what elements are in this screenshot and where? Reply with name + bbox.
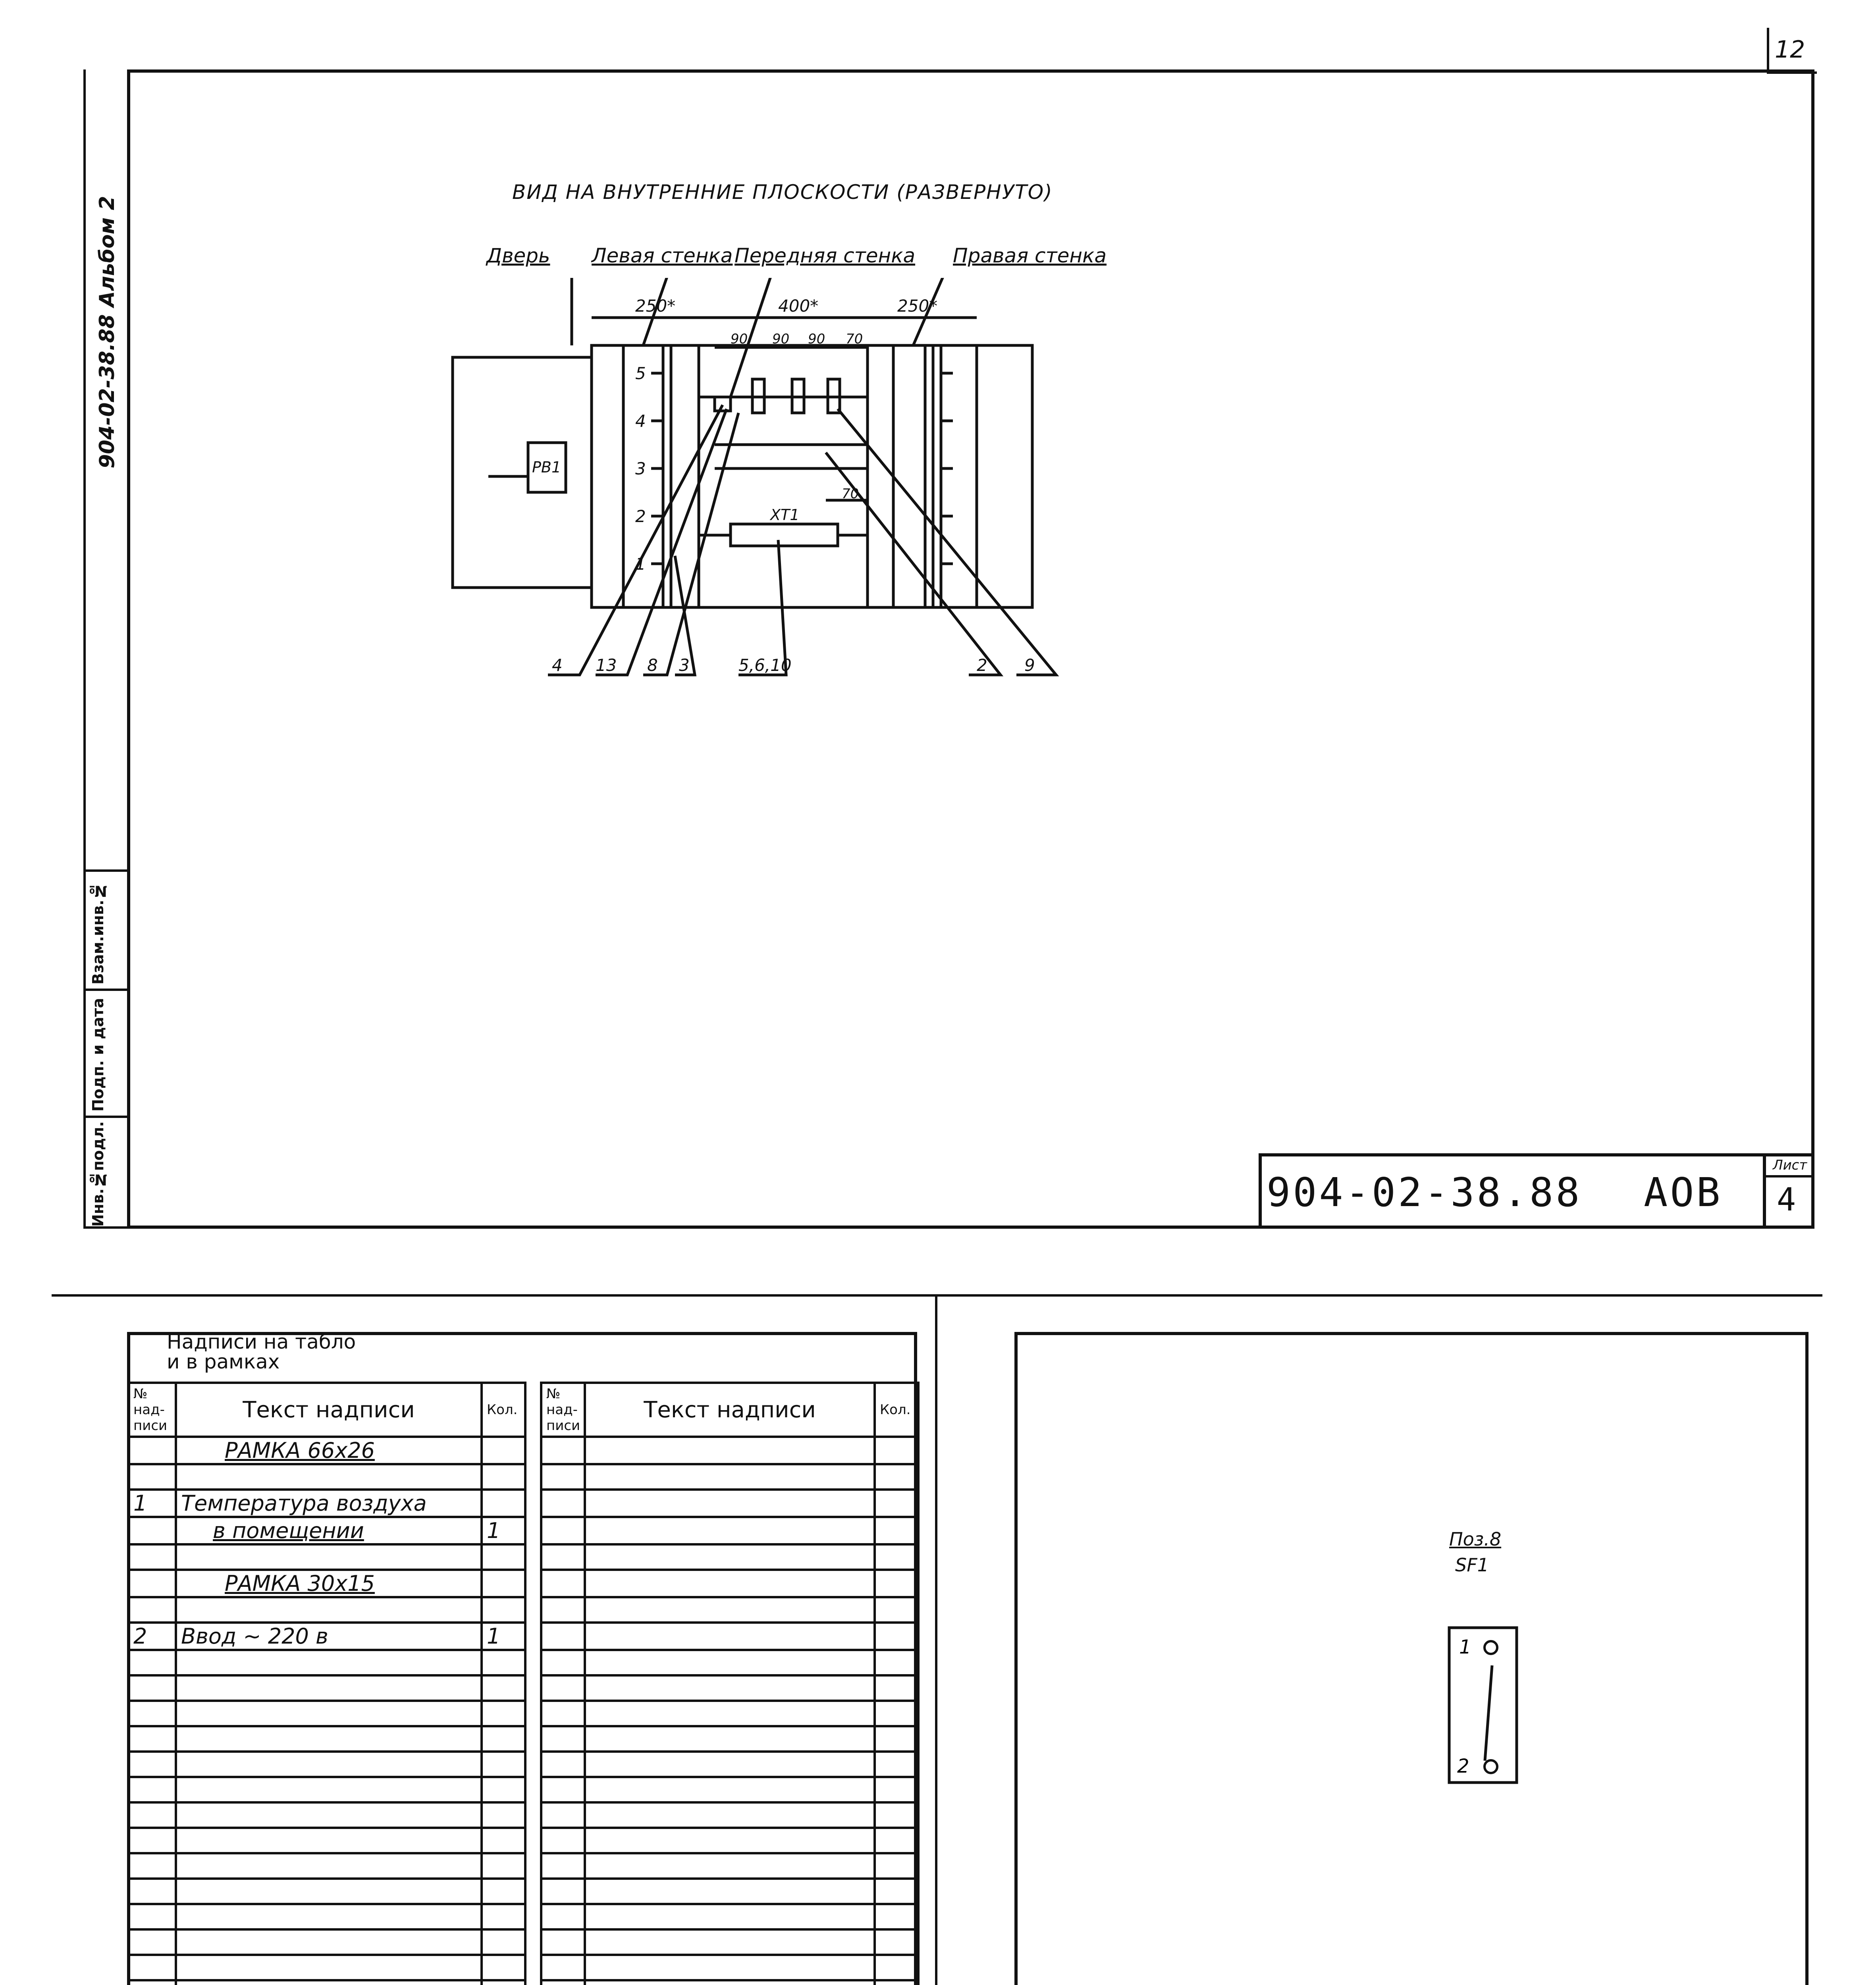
table-cell-no2 xyxy=(541,1929,585,1955)
table-cell-text2 xyxy=(585,1828,875,1853)
page-number-box xyxy=(1767,28,1817,74)
table-cell-no xyxy=(128,1777,176,1802)
terminal-2: 2 xyxy=(1457,1755,1469,1777)
table-cell-gap xyxy=(525,1802,541,1828)
table-cell-no2 xyxy=(541,1879,585,1904)
side-stamp-repl: Взам.инв.№ xyxy=(89,882,107,985)
table-cell-gap xyxy=(525,1853,541,1879)
scale-2: 2 xyxy=(635,507,646,526)
sheet-label: Лист xyxy=(1773,1157,1807,1173)
table-cell-text xyxy=(176,1904,482,1929)
table-cell-gap xyxy=(525,1726,541,1752)
table-cell-no2 xyxy=(541,1517,585,1544)
dim-90-b: 90 xyxy=(772,331,790,347)
table-cell-no xyxy=(128,1650,176,1675)
table-row xyxy=(128,1464,918,1490)
table-cell-text2 xyxy=(585,1777,875,1802)
label-door: Дверь xyxy=(486,244,550,267)
table-cell-text xyxy=(176,1544,482,1570)
table-cell-no xyxy=(128,1752,176,1777)
table-cell-text2 xyxy=(585,1802,875,1828)
table-cell-text xyxy=(176,1980,482,1985)
table-cell-no2 xyxy=(541,1777,585,1802)
table-cell-text2 xyxy=(585,1490,875,1517)
table-cell-qty2 xyxy=(875,1464,918,1490)
table-cell-text xyxy=(176,1879,482,1904)
table-cell-qty2 xyxy=(875,1955,918,1980)
table-cell-qty xyxy=(482,1853,525,1879)
leader-8: 8 xyxy=(647,655,658,675)
table-row xyxy=(128,1517,918,1544)
table-cell-text2 xyxy=(585,1879,875,1904)
table-cell-text: РАМКА 30х15 xyxy=(176,1570,482,1597)
table-cell-qty: 1 xyxy=(482,1517,525,1544)
table-cell-gap xyxy=(525,1701,541,1726)
sheet-label-line xyxy=(1763,1175,1814,1178)
table-cell-qty2 xyxy=(875,1980,918,1985)
table-row xyxy=(128,1437,918,1464)
table-cell-text xyxy=(176,1675,482,1701)
table-cell-no2 xyxy=(541,1980,585,1985)
drawing-title: ВИД НА ВНУТРЕННИЕ ПЛОСКОСТИ (РАЗВЕРНУТО) xyxy=(512,181,1053,204)
table-cell-text2 xyxy=(585,1853,875,1879)
dim-70-b: 70 xyxy=(842,486,859,502)
table-cell-no2 xyxy=(541,1597,585,1623)
table-cell-gap xyxy=(525,1650,541,1675)
position-label: Поз.8 xyxy=(1449,1528,1502,1550)
leader-3: 3 xyxy=(679,655,690,675)
table-cell-text2 xyxy=(585,1701,875,1726)
side-stamp-inv: Инв.№подл. xyxy=(89,1121,107,1227)
table-row xyxy=(128,1802,918,1828)
table-row xyxy=(128,1675,918,1701)
table-cell-gap xyxy=(525,1980,541,1985)
table-cell-text xyxy=(176,1929,482,1955)
table-cell-text: в помещении xyxy=(176,1517,482,1544)
table-row xyxy=(128,1777,918,1802)
scale-4: 4 xyxy=(635,411,646,431)
table-cell-qty2 xyxy=(875,1828,918,1853)
sheet-6-frame xyxy=(1014,1332,1809,1985)
table-cell-no xyxy=(128,1701,176,1726)
table-cell-no: 2 xyxy=(128,1623,176,1650)
table-cell-no2 xyxy=(541,1464,585,1490)
table-row xyxy=(128,1623,918,1650)
table-cell-text xyxy=(176,1650,482,1675)
table-cell-no2 xyxy=(541,1437,585,1464)
table-row xyxy=(128,1879,918,1904)
table-cell-text2 xyxy=(585,1544,875,1570)
scale-1: 1 xyxy=(635,554,646,574)
dim-90-a: 90 xyxy=(731,331,748,347)
table-cell-text xyxy=(176,1777,482,1802)
table-cell-text xyxy=(176,1701,482,1726)
header-no: № над-писи xyxy=(128,1383,176,1437)
header-text: Текст надписи xyxy=(176,1383,482,1437)
table-cell-qty2 xyxy=(875,1675,918,1701)
table-cell-gap xyxy=(525,1544,541,1570)
table-cell-text2 xyxy=(585,1675,875,1701)
table-cell-qty2 xyxy=(875,1490,918,1517)
table-cell-no2 xyxy=(541,1570,585,1597)
table-cell-qty xyxy=(482,1675,525,1701)
table-cell-qty2 xyxy=(875,1570,918,1597)
table-row xyxy=(128,1980,918,1985)
table-row xyxy=(128,1929,918,1955)
table-cell-gap xyxy=(525,1955,541,1980)
page-number: 12 xyxy=(1775,36,1805,64)
table-cell-no xyxy=(128,1437,176,1464)
table-cell-qty xyxy=(482,1570,525,1597)
table-cell-qty xyxy=(482,1726,525,1752)
table-cell-qty xyxy=(482,1490,525,1517)
leader-9: 9 xyxy=(1024,655,1035,675)
table-cell-gap xyxy=(525,1879,541,1904)
table-cell-text2 xyxy=(585,1929,875,1955)
side-stamp-sign: Подп. и дата xyxy=(89,998,107,1112)
table-cell-text xyxy=(176,1752,482,1777)
table-cell-qty xyxy=(482,1904,525,1929)
scale-5: 5 xyxy=(635,364,646,383)
table-cell-no2 xyxy=(541,1955,585,1980)
table-cell-no2 xyxy=(541,1828,585,1853)
table-cell-no xyxy=(128,1904,176,1929)
table-body xyxy=(128,1437,918,1985)
side-stamp-divider xyxy=(83,1116,129,1118)
table-cell-no xyxy=(128,1544,176,1570)
table-cell-no2 xyxy=(541,1802,585,1828)
table-cell-gap xyxy=(525,1752,541,1777)
dim-70-a: 70 xyxy=(846,331,863,347)
table-cell-qty2 xyxy=(875,1544,918,1570)
table-cell-gap xyxy=(525,1675,541,1701)
table-cell-text2 xyxy=(585,1464,875,1490)
leader-4: 4 xyxy=(552,655,563,675)
table-cell-text2 xyxy=(585,1437,875,1464)
table-cell-qty xyxy=(482,1544,525,1570)
table-cell-text2 xyxy=(585,1570,875,1597)
leader-13: 13 xyxy=(596,655,617,675)
table-cell-no2 xyxy=(541,1623,585,1650)
label-left-wall: Левая стенка xyxy=(592,244,733,267)
table-cell-qty xyxy=(482,1980,525,1985)
table-cell-no xyxy=(128,1853,176,1879)
title-block-code: 904-02-38.88 xyxy=(1267,1169,1582,1216)
table-cell-no xyxy=(128,1517,176,1544)
table-cell-text: РАМКА 66х26 xyxy=(176,1437,482,1464)
table-cell-gap xyxy=(525,1929,541,1955)
table-cell-qty xyxy=(482,1879,525,1904)
table-cell-text2 xyxy=(585,1980,875,1985)
table-cell-qty2 xyxy=(875,1623,918,1650)
table-cell-text2 xyxy=(585,1726,875,1752)
table-row xyxy=(128,1701,918,1726)
table-cell-text xyxy=(176,1597,482,1623)
label-right-wall: Правая стенка xyxy=(953,244,1107,267)
table-cell-qty2 xyxy=(875,1853,918,1879)
table-cell-text2 xyxy=(585,1650,875,1675)
side-stamp-divider xyxy=(83,989,129,991)
table-cell-no xyxy=(128,1675,176,1701)
table-cell-no2 xyxy=(541,1544,585,1570)
table-cell-text: Ввод ~ 220 в xyxy=(176,1623,482,1650)
table-cell-no2 xyxy=(541,1904,585,1929)
table-cell-text xyxy=(176,1955,482,1980)
table-cell-qty: 1 xyxy=(482,1623,525,1650)
table-row xyxy=(128,1752,918,1777)
terminal-1: 1 xyxy=(1459,1636,1471,1658)
table-row xyxy=(128,1904,918,1929)
table-cell-gap xyxy=(525,1904,541,1929)
table-cell-qty2 xyxy=(875,1752,918,1777)
table-cell-no2 xyxy=(541,1650,585,1675)
table-cell-qty2 xyxy=(875,1517,918,1544)
table-cell-no xyxy=(128,1929,176,1955)
table-cell-no xyxy=(128,1879,176,1904)
cabinet-layout-drawing xyxy=(437,278,1112,715)
table-cell-no xyxy=(128,1464,176,1490)
sheet-number: 4 xyxy=(1777,1181,1796,1218)
table-cell-text2 xyxy=(585,1517,875,1544)
table-cell-qty2 xyxy=(875,1777,918,1802)
title-block-mark: АОВ xyxy=(1644,1169,1723,1216)
header-qty-2: Кол. xyxy=(875,1383,918,1437)
table-cell-gap xyxy=(525,1828,541,1853)
table-cell-gap xyxy=(525,1464,541,1490)
table-cell-text xyxy=(176,1464,482,1490)
title-block-sheet-divider xyxy=(1763,1153,1766,1229)
table-cell-qty xyxy=(482,1777,525,1802)
table-row xyxy=(128,1650,918,1675)
table-cell-qty2 xyxy=(875,1802,918,1828)
table-cell-gap xyxy=(525,1597,541,1623)
table-cell-qty2 xyxy=(875,1437,918,1464)
dim-left: 250* xyxy=(635,296,676,316)
table-row xyxy=(128,1726,918,1752)
table-cell-text2 xyxy=(585,1955,875,1980)
table-cell-no xyxy=(128,1570,176,1597)
table-cell-qty xyxy=(482,1650,525,1675)
table-cell-no2 xyxy=(541,1853,585,1879)
table-cell-qty xyxy=(482,1929,525,1955)
scale-3: 3 xyxy=(635,459,646,478)
label-front-wall: Передняя стенка xyxy=(735,244,916,267)
table-cell-no2 xyxy=(541,1726,585,1752)
table-row xyxy=(128,1828,918,1853)
dim-front: 400* xyxy=(778,296,819,316)
device-label: SF1 xyxy=(1455,1554,1489,1576)
table-cell-qty xyxy=(482,1437,525,1464)
table-cell-qty xyxy=(482,1955,525,1980)
table-cell-text2 xyxy=(585,1597,875,1623)
table-cell-gap xyxy=(525,1623,541,1650)
table-cell-no xyxy=(128,1802,176,1828)
component-rb1: РВ1 xyxy=(532,459,561,476)
table-cell-text2 xyxy=(585,1752,875,1777)
component-xt1: XT1 xyxy=(770,506,800,524)
table-row xyxy=(128,1597,918,1623)
table-cell-text: Температура воздуха xyxy=(176,1490,482,1517)
table-cell-gap xyxy=(525,1490,541,1517)
album-label: 904-02-38.88 Альбом 2 xyxy=(95,196,119,468)
table-cell-text2 xyxy=(585,1904,875,1929)
table-cell-text2 xyxy=(585,1623,875,1650)
table-cell-qty xyxy=(482,1752,525,1777)
sheet-divider-vertical xyxy=(935,1294,937,1985)
table-cell-qty xyxy=(482,1802,525,1828)
table-row xyxy=(128,1544,918,1570)
inscriptions-table xyxy=(127,1382,920,1985)
table-cell-text xyxy=(176,1828,482,1853)
table-cell-no: 1 xyxy=(128,1490,176,1517)
table-cell-qty2 xyxy=(875,1929,918,1955)
table-cell-no xyxy=(128,1828,176,1853)
circuit-breaker-symbol xyxy=(1445,1624,1525,1790)
header-qty: Кол. xyxy=(482,1383,525,1437)
table-cell-text xyxy=(176,1853,482,1879)
header-text-2: Текст надписи xyxy=(585,1383,875,1437)
table-cell-qty2 xyxy=(875,1701,918,1726)
table-cell-text xyxy=(176,1802,482,1828)
leader-2: 2 xyxy=(977,655,987,675)
table-cell-qty2 xyxy=(875,1597,918,1623)
table-title: Надписи на табло и в рамках xyxy=(167,1330,356,1373)
table-cell-no2 xyxy=(541,1701,585,1726)
table-row xyxy=(128,1570,918,1597)
table-cell-no xyxy=(128,1726,176,1752)
table-cell-gap xyxy=(525,1517,541,1544)
header-no-2: № над-писи xyxy=(541,1383,585,1437)
table-cell-gap xyxy=(525,1437,541,1464)
table-cell-qty xyxy=(482,1701,525,1726)
table-cell-qty2 xyxy=(875,1726,918,1752)
table-cell-text xyxy=(176,1726,482,1752)
dim-right: 250* xyxy=(897,296,938,316)
table-cell-qty2 xyxy=(875,1904,918,1929)
table-cell-gap xyxy=(525,1777,541,1802)
table-cell-qty xyxy=(482,1597,525,1623)
table-row xyxy=(128,1853,918,1879)
table-cell-no2 xyxy=(541,1675,585,1701)
table-cell-qty xyxy=(482,1828,525,1853)
table-cell-qty2 xyxy=(875,1879,918,1904)
table-cell-no2 xyxy=(541,1752,585,1777)
table-cell-no xyxy=(128,1980,176,1985)
table-cell-gap xyxy=(525,1570,541,1597)
table-cell-no xyxy=(128,1955,176,1980)
leader-5-6-10: 5,6,10 xyxy=(738,655,792,675)
table-header-row xyxy=(128,1383,918,1437)
table-cell-no xyxy=(128,1597,176,1623)
table-cell-no2 xyxy=(541,1490,585,1517)
table-cell-qty xyxy=(482,1464,525,1490)
table-row xyxy=(128,1490,918,1517)
dim-90-c: 90 xyxy=(808,331,825,347)
table-cell-qty2 xyxy=(875,1650,918,1675)
table-gap xyxy=(525,1383,541,1437)
table-row xyxy=(128,1955,918,1980)
